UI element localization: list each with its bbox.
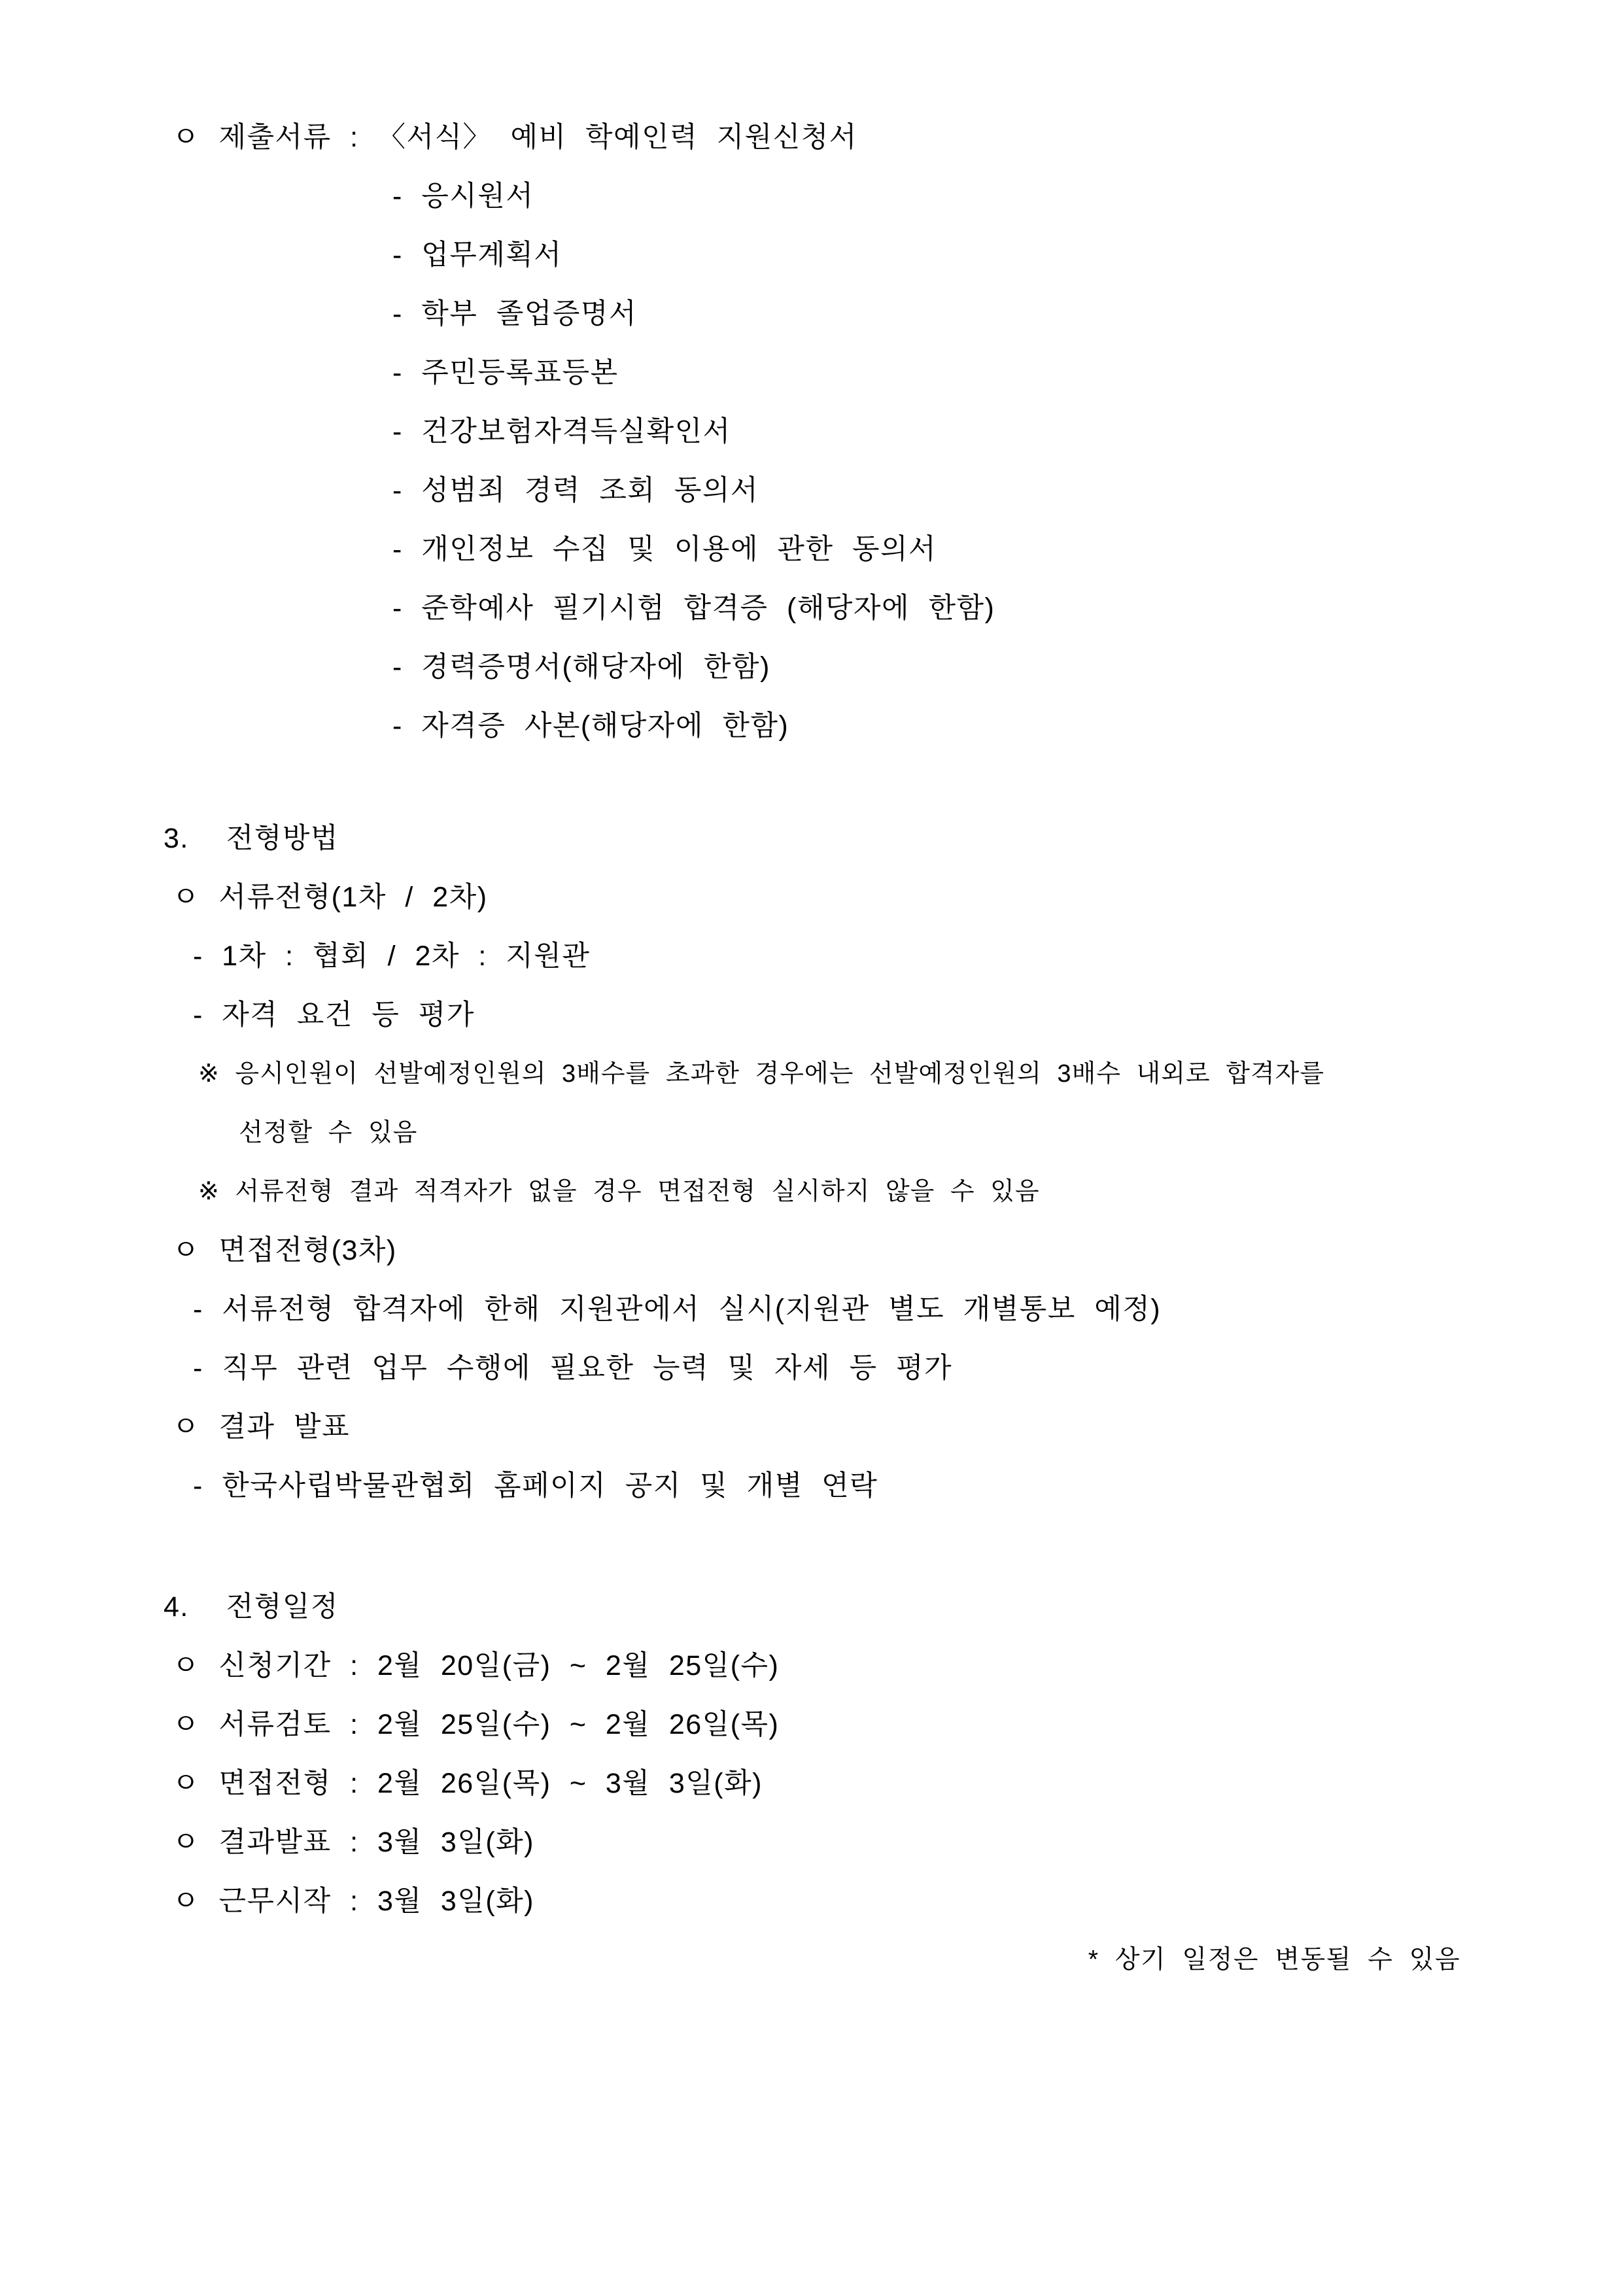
selection-method-section [0,809,1624,1515]
schedule-item: ㅇ 결과발표 : 3월 3일(화) [172,1827,535,1858]
schedule-item: ㅇ 신청기간 : 2월 20일(금) ~ 2월 25일(수) [172,1650,780,1681]
method-line: ㅇ 결과 발표 [172,1411,351,1443]
method-note-line: ※ 서류전형 결과 적격자가 없을 경우 면접전형 실시하지 않을 수 있음 [198,1178,1040,1205]
method-line: - 1차 : 협회 / 2차 : 지원관 [193,940,591,972]
method-line: ㅇ 면접전형(3차) [172,1235,397,1266]
method-line: ㅇ 서류전형(1차 / 2차) [172,882,488,913]
schedule-item: ㅇ 근무시작 : 3월 3일(화) [172,1885,535,1917]
method-note-continuation: 선정할 수 있음 [239,1119,418,1146]
method-line: - 직무 관련 업무 수행에 필요한 능력 및 자세 등 평가 [193,1352,953,1384]
schedule-item: ㅇ 서류검토 : 2월 25일(수) ~ 2월 26일(목) [172,1709,780,1740]
submission-item: - 개인정보 수집 및 이용에 관한 동의서 [392,534,937,565]
submission-item: - 준학예사 필기시험 합격증 (해당자에 한함) [392,593,995,624]
schedule-footnote: * 상기 일정은 변동될 수 있음 [1088,1946,1460,1974]
submission-item: - 건강보험자격득실확인서 [392,416,731,447]
submission-item: - 주민등록표등본 [392,357,619,388]
submission-item: - 자격증 사본(해당자에 한함) [392,710,789,742]
section-title-method: 3. 전형방법 [164,823,339,854]
submission-section [0,108,1624,755]
section-gap [0,1515,1624,1577]
submission-item: - 경력증명서(해당자에 한함) [392,651,770,683]
method-line: - 서류전형 합격자에 한해 지원관에서 실시(지원관 별도 개별통보 예정) [193,1294,1162,1325]
submission-item: - 업무계획서 [392,239,562,271]
method-line: - 자격 요건 등 평가 [193,999,475,1031]
method-note-line: ※ 응시인원이 선발예정인원의 3배수를 초과한 경우에는 선발예정인원의 3배수 내외로 합격자를 [198,1060,1325,1088]
section-gap [0,755,1624,809]
submission-header-line: ㅇ 제출서류 : 〈서식〉 예비 학예인력 지원신청서 [172,122,857,153]
method-line: - 한국사립박물관협회 홈페이지 공지 및 개별 연락 [193,1470,878,1502]
submission-item: - 성범죄 경력 조회 동의서 [392,475,759,506]
submission-item: - 응시원서 [392,181,534,212]
schedule-item: ㅇ 면접전형 : 2월 26일(목) ~ 3월 3일(화) [172,1768,763,1799]
submission-item: - 학부 졸업증명서 [392,298,637,330]
section-title-schedule: 4. 전형일정 [164,1591,339,1623]
schedule-section [0,1577,1624,1989]
